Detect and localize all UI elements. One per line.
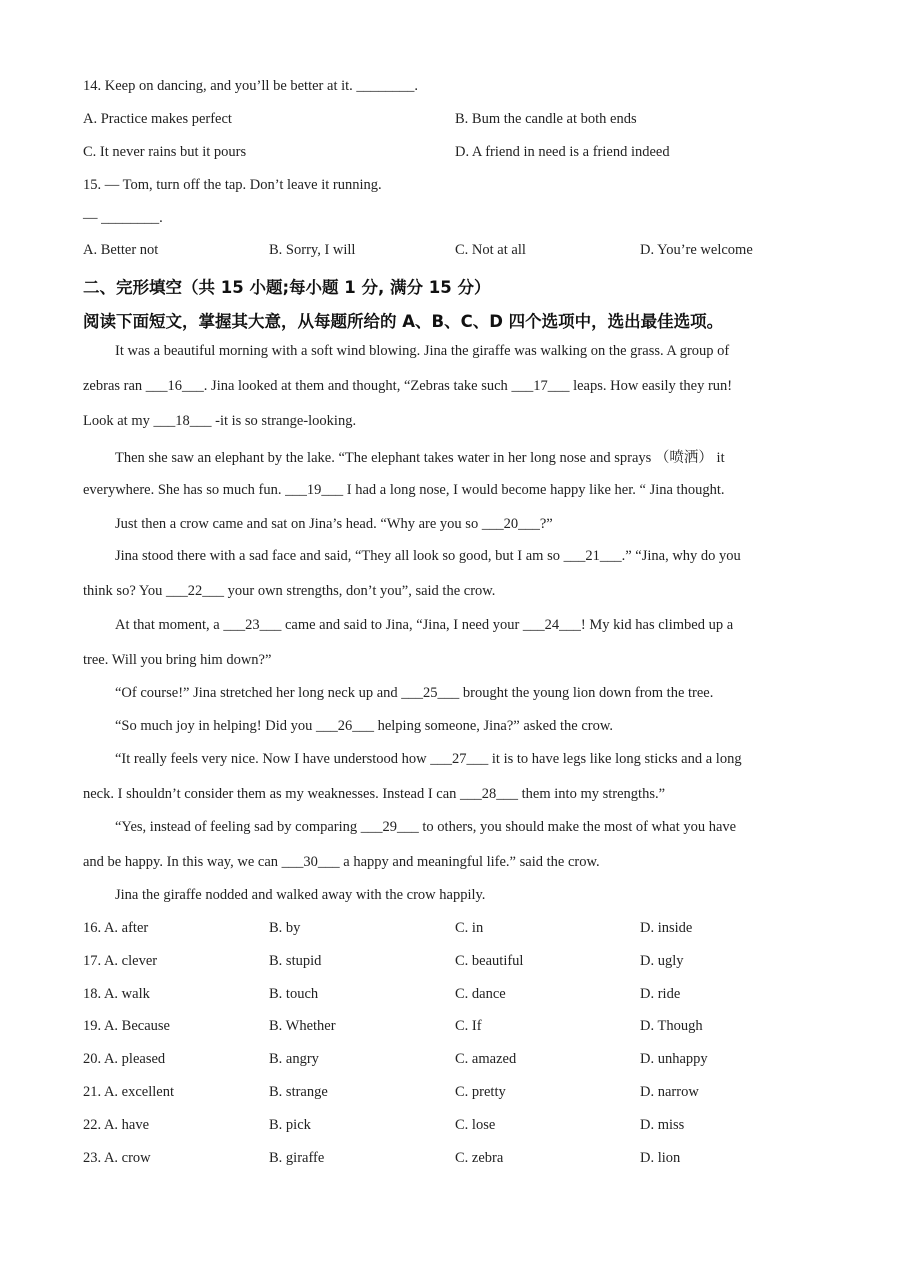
choice-option: 22. A. have [83, 1116, 150, 1133]
passage-text: them into my strengths.” [518, 786, 666, 802]
q15-option-a: A. Better not [83, 242, 159, 258]
blank-number: ___28___ [460, 786, 519, 802]
choice-option: C. in [455, 920, 484, 936]
choice-option: D. Though [640, 1018, 703, 1035]
passage-text: Then she saw an elephant by the lake. “The elephant takes water in her long nose and sprays （喷洒） it [115, 450, 725, 466]
blank-number: ___22___ [166, 583, 224, 599]
choice-option: 17. A. clever [83, 952, 158, 969]
passage-text: . Jina looked at them and thought, “Zebras take such [203, 378, 512, 394]
blank-number: ___21___ [563, 548, 622, 564]
choice-option: 16. A. after [83, 920, 149, 936]
q15-option-d: D. You’re welcome [640, 242, 753, 258]
blank-number: ___23___ [223, 617, 282, 633]
q14-option-b: B. Bum the candle at both ends [455, 111, 637, 127]
passage-line [115, 685, 713, 702]
choice-option: D. inside [640, 920, 693, 936]
blank-number: ___27___ [430, 751, 489, 767]
passage-text: a happy and meaningful life.” said the crow. [339, 854, 600, 870]
q15-option-b: B. Sorry, I will [269, 242, 356, 258]
passage-text: .” “Jina, why do you [621, 548, 741, 564]
choice-option: B. touch [269, 985, 319, 1002]
passage-text: “Yes, instead of feeling sad by comparing [115, 819, 361, 835]
passage-text: helping someone, Jina?” asked the crow. [373, 718, 614, 734]
choice-option: 20. A. pleased [83, 1051, 166, 1068]
blank-number: ___26___ [315, 718, 374, 734]
passage-text: and be happy. In this way, we can [83, 854, 282, 870]
passage-text: everywhere. She has so much fun. [83, 482, 286, 498]
passage-text: brought the young lion down from the tree. [459, 685, 714, 701]
passage-text: I had a long nose, I would become happy like her. “ Jina thought. [343, 482, 725, 498]
passage-text: It was a beautiful morning with a soft wind blowing. Jina the giraffe was walking on the grass. A group of [115, 343, 730, 359]
q14-option-a: A. Practice makes perfect [83, 111, 232, 127]
passage-text: Jina the giraffe nodded and walked away with the crow happily. [115, 887, 486, 903]
choice-option: B. giraffe [269, 1149, 325, 1166]
choice-option: C. zebra [455, 1149, 504, 1166]
blank-number: ___29___ [360, 819, 419, 835]
choice-option: C. If [455, 1018, 482, 1035]
q14-stem: 14. Keep on dancing, and you’ll be better at it. ________. [83, 78, 419, 94]
passage-text: zebras ran [83, 378, 146, 394]
choice-option: 19. A. Because [83, 1018, 170, 1035]
choice-option: D. ugly [640, 952, 684, 969]
choice-option: B. stupid [269, 952, 322, 969]
passage-text: neck. I shouldn’t consider them as my weaknesses. Instead I can [83, 786, 461, 802]
choice-option: B. by [269, 920, 301, 936]
passage-line [115, 617, 733, 634]
section-title: 二、完形填空（共 15 小题;每小题 1 分, 满分 15 分） [83, 278, 491, 297]
passage-line [83, 482, 724, 499]
choice-option: C. lose [455, 1116, 496, 1133]
passage-text: “So much joy in helping! Did you [115, 718, 316, 734]
passage-text: leaps. How easily they run! [569, 378, 733, 394]
q15-reply: — ________. [83, 210, 163, 226]
choice-option: C. amazed [455, 1051, 517, 1068]
passage-text: your own strengths, don’t you”, said the crow. [224, 583, 496, 599]
choice-option: C. pretty [455, 1084, 506, 1100]
choice-option: C. dance [455, 985, 506, 1002]
choice-option: B. strange [269, 1084, 328, 1100]
choice-option: D. lion [640, 1149, 681, 1166]
section-instruction: 阅读下面短文，掌握其大意，从每题所给的 A、B、C、D 四个选项中，选出最佳选项。 [83, 312, 724, 331]
choice-option: 23. A. crow [83, 1149, 151, 1166]
passage-text: Look at my [83, 413, 154, 429]
passage-line [115, 751, 742, 768]
choice-option: 18. A. walk [83, 985, 150, 1002]
q14-option-d: D. A friend in need is a friend indeed [455, 144, 670, 160]
blank-number: ___24___ [522, 617, 581, 633]
passage-text: think so? You [83, 583, 166, 599]
passage-text: tree. Will you bring him down?” [83, 652, 272, 668]
passage-line [115, 718, 613, 735]
passage-line [83, 583, 495, 600]
passage-text: it is to have legs like long sticks and a long [488, 751, 742, 767]
choice-option: B. angry [269, 1051, 319, 1068]
q15-option-c: C. Not at all [455, 242, 526, 258]
q14-option-c: C. It never rains but it pours [83, 144, 247, 160]
passage-line [115, 446, 725, 467]
choice-option: B. pick [269, 1116, 311, 1133]
passage-text: ?” [539, 516, 553, 532]
passage-line [83, 378, 732, 395]
blank-number: ___25___ [401, 685, 460, 701]
passage-line [115, 887, 485, 904]
passage-text: came and said to Jina, “Jina, I need your [281, 617, 523, 633]
passage-text: “Of course!” Jina stretched her long neck up and [115, 685, 402, 701]
passage-line [115, 516, 553, 533]
passage-text: Just then a crow came and sat on Jina’s head. “Why are you so [115, 516, 482, 532]
passage-text: -it is so strange-looking. [211, 413, 357, 429]
choice-option: D. ride [640, 985, 681, 1002]
blank-number: ___19___ [285, 482, 344, 498]
q15-stem: 15. — Tom, turn off the tap. Don’t leave it running. [83, 177, 382, 193]
passage-text: to others, you should make the most of what you have [418, 819, 737, 835]
choice-option: B. Whether [269, 1018, 336, 1035]
passage-line [83, 854, 600, 871]
passage-text: Jina stood there with a sad face and said, “They all look so good, but I am so [115, 548, 564, 564]
passage-line [83, 413, 356, 430]
passage-text: “It really feels very nice. Now I have understood how [115, 751, 431, 767]
blank-number: ___18___ [153, 413, 212, 429]
blank-number: ___17___ [511, 378, 570, 394]
choice-option: D. unhappy [640, 1051, 708, 1068]
blank-number: ___30___ [281, 854, 340, 870]
choice-option: C. beautiful [455, 952, 524, 969]
choice-option: 21. A. excellent [83, 1084, 175, 1100]
passage-line [115, 548, 741, 565]
passage-line [83, 652, 271, 669]
blank-number: ___20___ [481, 516, 540, 532]
passage-line [83, 786, 665, 803]
passage-text: ! My kid has climbed up a [580, 617, 734, 633]
choice-option: D. miss [640, 1116, 685, 1133]
blank-number: ___16___ [145, 378, 204, 394]
passage-line [115, 819, 736, 836]
passage-line [115, 343, 729, 360]
choice-option: D. narrow [640, 1084, 699, 1100]
passage-text: At that moment, a [115, 617, 224, 633]
